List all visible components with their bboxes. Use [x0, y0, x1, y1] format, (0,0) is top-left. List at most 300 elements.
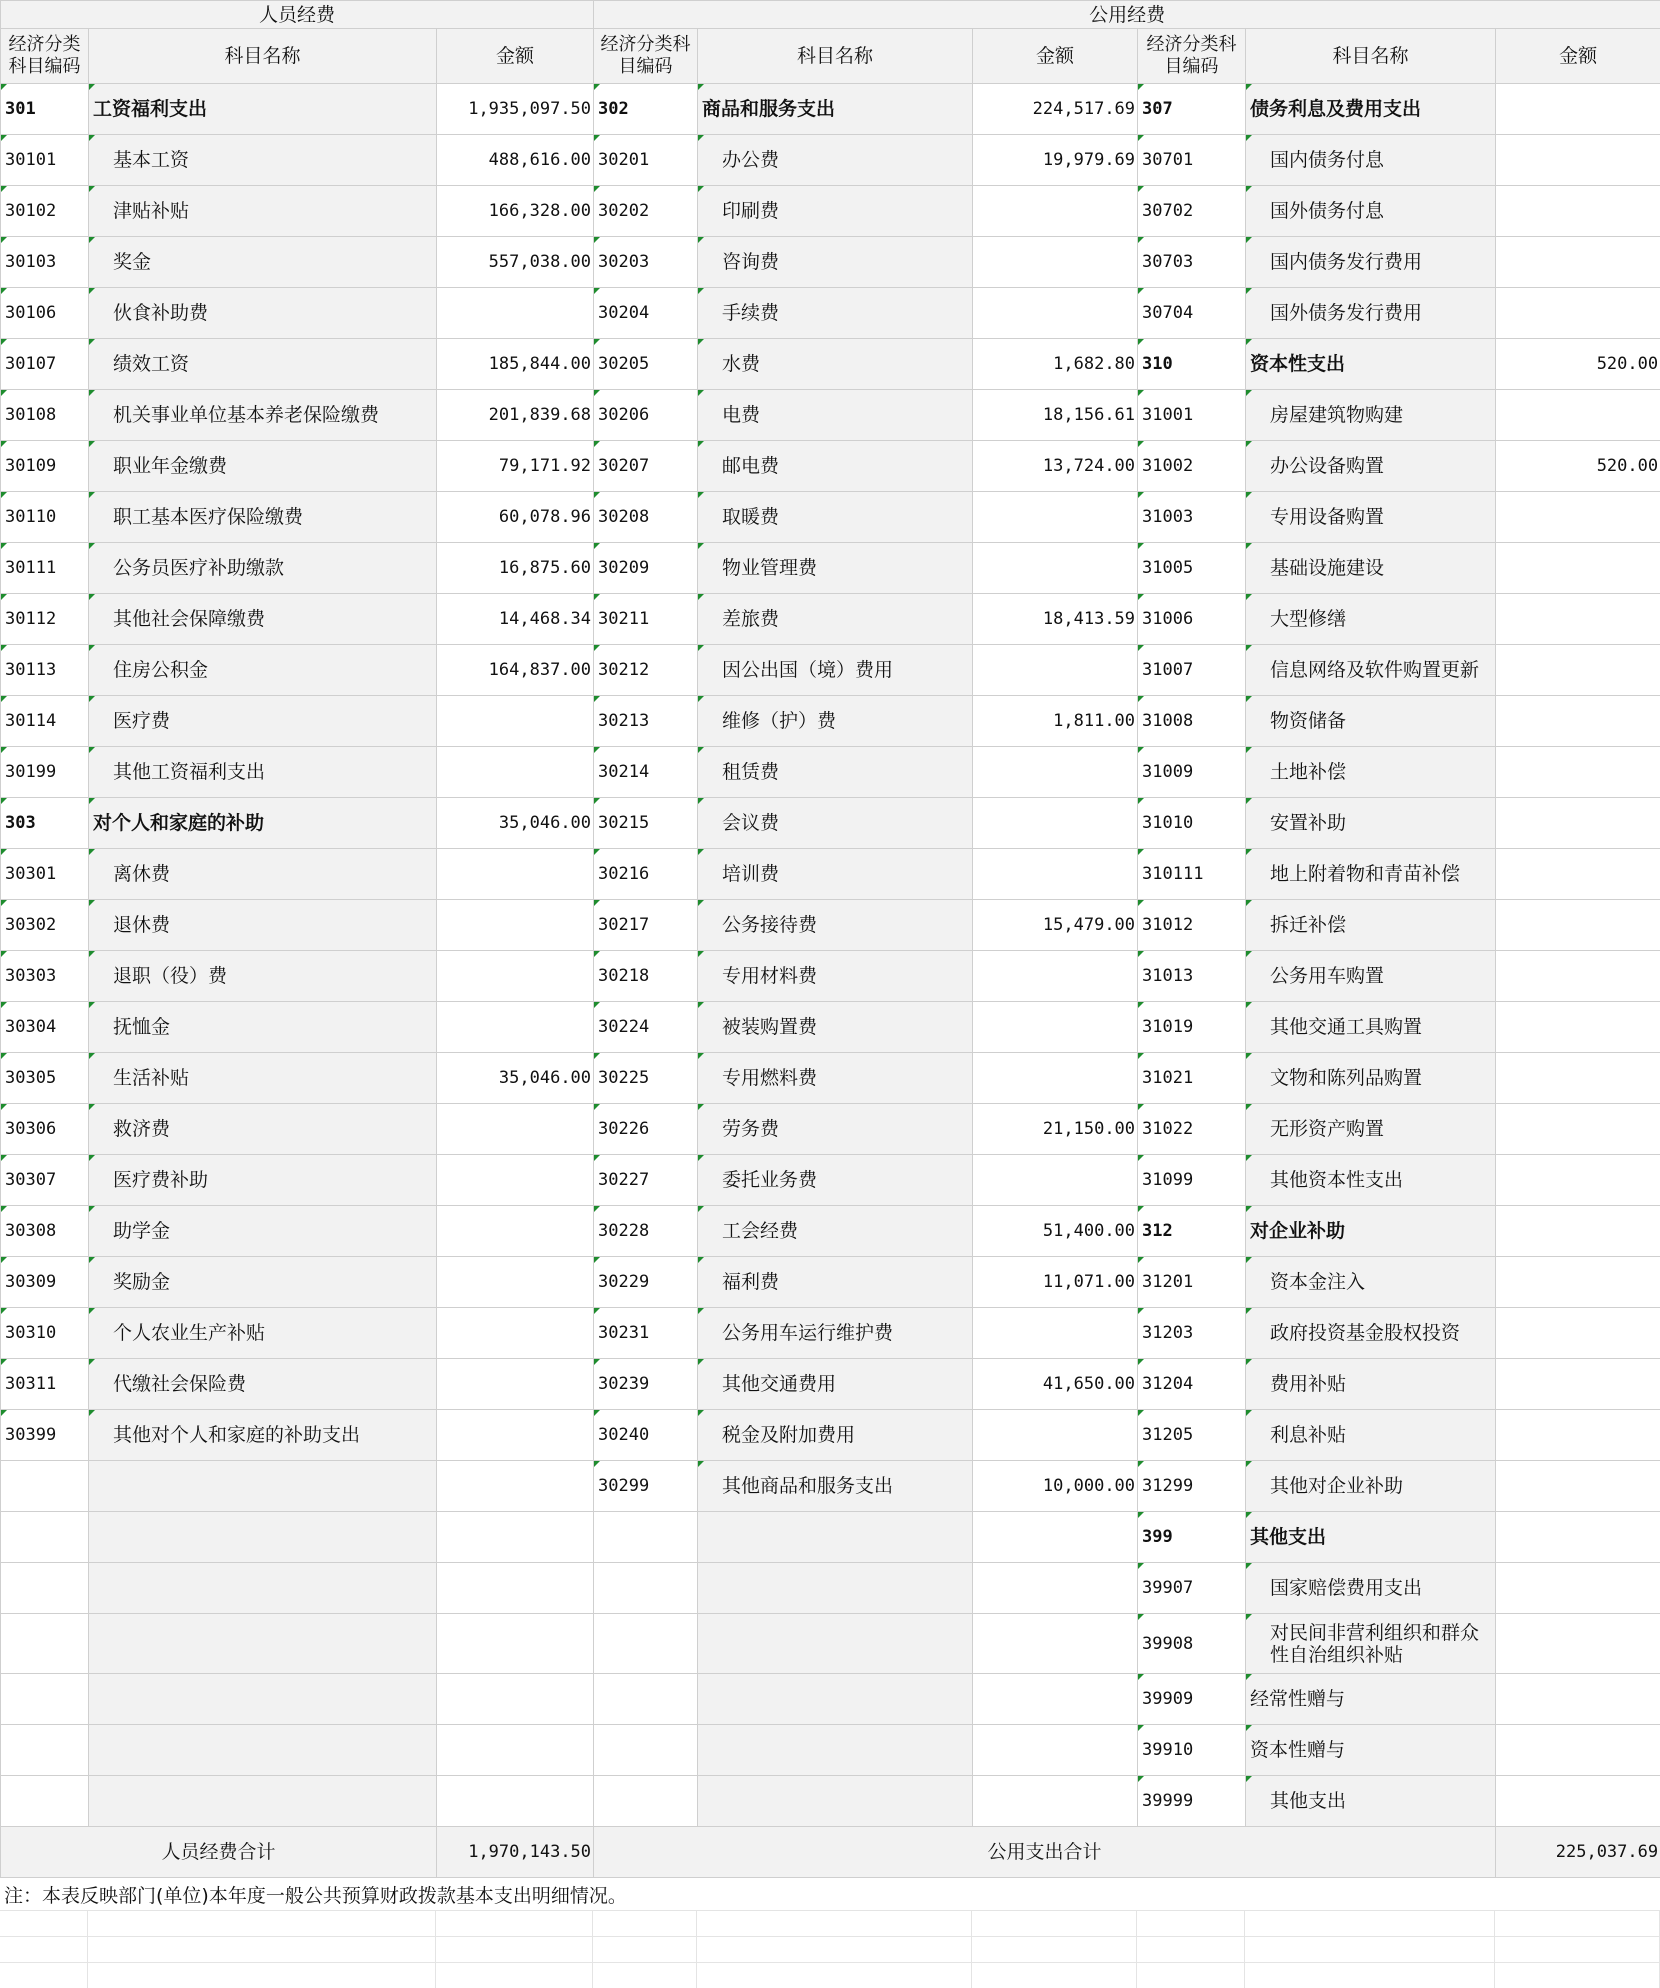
public-name-cell[interactable]: 对民间非营利组织和群众性自治组织补贴 — [1246, 1614, 1496, 1674]
personnel-code-cell[interactable]: 30308 — [1, 1206, 89, 1257]
public-code-cell[interactable]: 31203 — [1138, 1308, 1246, 1359]
public-amount-cell[interactable] — [1496, 288, 1660, 339]
public-code-cell[interactable]: 30201 — [594, 135, 698, 186]
public-code-cell[interactable]: 30212 — [594, 645, 698, 696]
personnel-code-cell[interactable]: 30307 — [1, 1155, 89, 1206]
public-name-cell[interactable]: 资本性支出 — [1246, 339, 1496, 390]
public-name-cell[interactable]: 专用材料费 — [698, 951, 973, 1002]
public-name-cell[interactable]: 其他支出 — [1246, 1776, 1496, 1827]
public-code-cell[interactable]: 30702 — [1138, 186, 1246, 237]
personnel-amount-cell[interactable] — [437, 1002, 594, 1053]
public-amount-cell[interactable]: 224,517.69 — [973, 84, 1138, 135]
personnel-name-cell[interactable] — [89, 1563, 437, 1614]
public-name-cell[interactable]: 商品和服务支出 — [698, 84, 973, 135]
personnel-amount-cell[interactable] — [437, 849, 594, 900]
personnel-name-cell[interactable] — [89, 1776, 437, 1827]
personnel-amount-cell[interactable]: 557,038.00 — [437, 237, 594, 288]
personnel-amount-cell[interactable] — [437, 1410, 594, 1461]
public-code-cell[interactable]: 31003 — [1138, 492, 1246, 543]
public-amount-cell[interactable] — [973, 1410, 1138, 1461]
public-amount-cell[interactable] — [1496, 900, 1660, 951]
public-name-cell[interactable]: 其他对企业补助 — [1246, 1461, 1496, 1512]
personnel-name-cell[interactable]: 住房公积金 — [89, 645, 437, 696]
public-code-cell[interactable]: 30205 — [594, 339, 698, 390]
public-amount-cell[interactable] — [1496, 390, 1660, 441]
public-amount-cell[interactable] — [973, 1155, 1138, 1206]
public-amount-cell[interactable] — [973, 543, 1138, 594]
public-name-cell[interactable] — [698, 1776, 973, 1827]
public-code-cell[interactable]: 30225 — [594, 1053, 698, 1104]
code-column-header[interactable]: 经济分类科目编码 — [1, 29, 89, 84]
public-amount-cell[interactable] — [973, 1776, 1138, 1827]
personnel-code-cell[interactable]: 30112 — [1, 594, 89, 645]
personnel-name-cell[interactable] — [89, 1512, 437, 1563]
personnel-code-cell[interactable]: 303 — [1, 798, 89, 849]
public-amount-cell[interactable] — [973, 1512, 1138, 1563]
public-name-cell[interactable] — [698, 1563, 973, 1614]
public-total-label[interactable]: 公用支出合计 — [594, 1827, 1496, 1878]
public-code-cell[interactable]: 399 — [1138, 1512, 1246, 1563]
public-code-cell[interactable]: 30209 — [594, 543, 698, 594]
personnel-code-cell[interactable]: 30311 — [1, 1359, 89, 1410]
public-name-cell[interactable]: 对企业补助 — [1246, 1206, 1496, 1257]
personnel-name-cell[interactable]: 奖金 — [89, 237, 437, 288]
public-name-cell[interactable]: 公务用车购置 — [1246, 951, 1496, 1002]
personnel-code-cell[interactable] — [1, 1512, 89, 1563]
public-amount-cell[interactable] — [1496, 1410, 1660, 1461]
personnel-name-cell[interactable]: 抚恤金 — [89, 1002, 437, 1053]
public-code-cell[interactable]: 30218 — [594, 951, 698, 1002]
name-column-header[interactable]: 科目名称 — [1246, 29, 1496, 84]
public-name-cell[interactable] — [698, 1674, 973, 1725]
personnel-amount-cell[interactable] — [437, 1257, 594, 1308]
personnel-code-cell[interactable]: 30304 — [1, 1002, 89, 1053]
personnel-amount-cell[interactable]: 35,046.00 — [437, 798, 594, 849]
public-amount-cell[interactable] — [973, 1002, 1138, 1053]
code-column-header[interactable]: 经济分类科目编码 — [1138, 29, 1246, 84]
personnel-name-cell[interactable]: 其他社会保障缴费 — [89, 594, 437, 645]
personnel-code-cell[interactable] — [1, 1461, 89, 1512]
personnel-code-cell[interactable]: 30101 — [1, 135, 89, 186]
personnel-name-cell[interactable]: 机关事业单位基本养老保险缴费 — [89, 390, 437, 441]
public-amount-cell[interactable] — [973, 237, 1138, 288]
public-amount-cell[interactable] — [973, 1053, 1138, 1104]
public-code-cell[interactable]: 30299 — [594, 1461, 698, 1512]
personnel-code-cell[interactable]: 30303 — [1, 951, 89, 1002]
public-code-cell[interactable]: 31010 — [1138, 798, 1246, 849]
public-code-cell[interactable]: 31205 — [1138, 1410, 1246, 1461]
public-code-cell[interactable] — [594, 1725, 698, 1776]
public-name-cell[interactable]: 咨询费 — [698, 237, 973, 288]
personnel-name-cell[interactable]: 其他工资福利支出 — [89, 747, 437, 798]
public-name-cell[interactable]: 专用设备购置 — [1246, 492, 1496, 543]
personnel-amount-cell[interactable] — [437, 1206, 594, 1257]
personnel-name-cell[interactable]: 职工基本医疗保险缴费 — [89, 492, 437, 543]
personnel-amount-cell[interactable] — [437, 1104, 594, 1155]
public-amount-cell[interactable]: 51,400.00 — [973, 1206, 1138, 1257]
public-code-cell[interactable]: 31201 — [1138, 1257, 1246, 1308]
personnel-amount-cell[interactable] — [437, 900, 594, 951]
public-name-cell[interactable]: 专用燃料费 — [698, 1053, 973, 1104]
personnel-amount-cell[interactable]: 1,935,097.50 — [437, 84, 594, 135]
public-code-cell[interactable]: 31002 — [1138, 441, 1246, 492]
personnel-amount-cell[interactable] — [437, 1563, 594, 1614]
public-name-cell[interactable]: 拆迁补偿 — [1246, 900, 1496, 951]
public-amount-cell[interactable] — [1496, 1206, 1660, 1257]
personnel-code-cell[interactable]: 30109 — [1, 441, 89, 492]
public-amount-cell[interactable] — [973, 288, 1138, 339]
amount-column-header[interactable]: 金额 — [437, 29, 594, 84]
public-name-cell[interactable]: 其他交通工具购置 — [1246, 1002, 1496, 1053]
public-name-cell[interactable]: 委托业务费 — [698, 1155, 973, 1206]
public-amount-cell[interactable] — [1496, 237, 1660, 288]
public-code-cell[interactable]: 31012 — [1138, 900, 1246, 951]
public-code-cell[interactable]: 310 — [1138, 339, 1246, 390]
public-amount-cell[interactable]: 18,413.59 — [973, 594, 1138, 645]
personnel-amount-cell[interactable] — [437, 1155, 594, 1206]
personnel-amount-cell[interactable] — [437, 1308, 594, 1359]
personnel-name-cell[interactable]: 对个人和家庭的补助 — [89, 798, 437, 849]
public-code-cell[interactable]: 39999 — [1138, 1776, 1246, 1827]
public-code-cell[interactable]: 30228 — [594, 1206, 698, 1257]
public-code-cell[interactable]: 30239 — [594, 1359, 698, 1410]
public-amount-cell[interactable] — [1496, 1512, 1660, 1563]
public-code-cell[interactable]: 31019 — [1138, 1002, 1246, 1053]
public-name-cell[interactable]: 办公设备购置 — [1246, 441, 1496, 492]
public-amount-cell[interactable] — [1496, 645, 1660, 696]
public-name-cell[interactable]: 手续费 — [698, 288, 973, 339]
personnel-amount-cell[interactable]: 185,844.00 — [437, 339, 594, 390]
public-code-cell[interactable]: 30214 — [594, 747, 698, 798]
personnel-code-cell[interactable]: 30106 — [1, 288, 89, 339]
public-name-cell[interactable] — [698, 1725, 973, 1776]
personnel-amount-cell[interactable]: 166,328.00 — [437, 186, 594, 237]
public-amount-cell[interactable] — [1496, 1461, 1660, 1512]
public-name-cell[interactable]: 水费 — [698, 339, 973, 390]
public-code-cell[interactable]: 30701 — [1138, 135, 1246, 186]
public-name-cell[interactable]: 邮电费 — [698, 441, 973, 492]
public-name-cell[interactable]: 租赁费 — [698, 747, 973, 798]
personnel-name-cell[interactable] — [89, 1725, 437, 1776]
personnel-code-cell[interactable]: 30305 — [1, 1053, 89, 1104]
public-total-amount[interactable]: 225,037.69 — [1496, 1827, 1660, 1878]
personnel-amount-cell[interactable]: 201,839.68 — [437, 390, 594, 441]
public-name-cell[interactable]: 其他支出 — [1246, 1512, 1496, 1563]
public-name-cell[interactable]: 差旅费 — [698, 594, 973, 645]
public-amount-cell[interactable] — [973, 1725, 1138, 1776]
public-name-cell[interactable]: 资本金注入 — [1246, 1257, 1496, 1308]
public-code-cell[interactable]: 30231 — [594, 1308, 698, 1359]
public-code-cell[interactable]: 30226 — [594, 1104, 698, 1155]
public-code-cell[interactable]: 30224 — [594, 1002, 698, 1053]
public-name-cell[interactable]: 利息补贴 — [1246, 1410, 1496, 1461]
personnel-amount-cell[interactable]: 60,078.96 — [437, 492, 594, 543]
public-name-cell[interactable]: 税金及附加费用 — [698, 1410, 973, 1461]
personnel-name-cell[interactable]: 绩效工资 — [89, 339, 437, 390]
public-amount-cell[interactable]: 520.00 — [1496, 441, 1660, 492]
public-name-cell[interactable]: 因公出国（境）费用 — [698, 645, 973, 696]
personnel-amount-cell[interactable] — [437, 747, 594, 798]
public-code-cell[interactable]: 30211 — [594, 594, 698, 645]
personnel-name-cell[interactable] — [89, 1674, 437, 1725]
personnel-name-cell[interactable] — [89, 1461, 437, 1512]
public-name-cell[interactable]: 其他交通费用 — [698, 1359, 973, 1410]
public-name-cell[interactable]: 办公费 — [698, 135, 973, 186]
personnel-code-cell[interactable]: 30111 — [1, 543, 89, 594]
public-amount-cell[interactable] — [1496, 1725, 1660, 1776]
public-amount-cell[interactable]: 520.00 — [1496, 339, 1660, 390]
public-code-cell[interactable]: 31022 — [1138, 1104, 1246, 1155]
public-name-cell[interactable]: 其他资本性支出 — [1246, 1155, 1496, 1206]
public-amount-cell[interactable] — [1496, 1155, 1660, 1206]
personnel-code-cell[interactable]: 301 — [1, 84, 89, 135]
personnel-amount-cell[interactable]: 164,837.00 — [437, 645, 594, 696]
public-code-cell[interactable]: 31006 — [1138, 594, 1246, 645]
public-code-cell[interactable]: 30229 — [594, 1257, 698, 1308]
personnel-code-cell[interactable]: 30103 — [1, 237, 89, 288]
public-name-cell[interactable]: 文物和陈列品购置 — [1246, 1053, 1496, 1104]
personnel-code-cell[interactable]: 30199 — [1, 747, 89, 798]
personnel-code-cell[interactable]: 30110 — [1, 492, 89, 543]
public-amount-cell[interactable] — [1496, 1674, 1660, 1725]
public-code-cell[interactable]: 30227 — [594, 1155, 698, 1206]
public-name-cell[interactable]: 其他商品和服务支出 — [698, 1461, 973, 1512]
personnel-amount-cell[interactable] — [437, 1725, 594, 1776]
personnel-code-cell[interactable] — [1, 1614, 89, 1674]
public-name-cell[interactable]: 国内债务付息 — [1246, 135, 1496, 186]
public-code-cell[interactable] — [594, 1674, 698, 1725]
personnel-amount-cell[interactable] — [437, 1674, 594, 1725]
personnel-name-cell[interactable]: 津贴补贴 — [89, 186, 437, 237]
public-code-cell[interactable]: 30240 — [594, 1410, 698, 1461]
public-code-cell[interactable]: 31204 — [1138, 1359, 1246, 1410]
personnel-name-cell[interactable]: 离休费 — [89, 849, 437, 900]
public-name-cell[interactable] — [698, 1512, 973, 1563]
personnel-name-cell[interactable]: 个人农业生产补贴 — [89, 1308, 437, 1359]
personnel-code-cell[interactable]: 30114 — [1, 696, 89, 747]
public-code-cell[interactable]: 30207 — [594, 441, 698, 492]
public-code-cell[interactable]: 30202 — [594, 186, 698, 237]
public-name-cell[interactable]: 印刷费 — [698, 186, 973, 237]
personnel-code-cell[interactable]: 30306 — [1, 1104, 89, 1155]
public-name-cell[interactable]: 资本性赠与 — [1246, 1725, 1496, 1776]
public-name-cell[interactable]: 无形资产购置 — [1246, 1104, 1496, 1155]
public-code-cell[interactable]: 30206 — [594, 390, 698, 441]
personnel-code-cell[interactable]: 30309 — [1, 1257, 89, 1308]
public-name-cell[interactable]: 培训费 — [698, 849, 973, 900]
personnel-amount-cell[interactable]: 79,171.92 — [437, 441, 594, 492]
personnel-name-cell[interactable]: 退休费 — [89, 900, 437, 951]
code-column-header[interactable]: 经济分类科目编码 — [594, 29, 698, 84]
public-amount-cell[interactable] — [1496, 1104, 1660, 1155]
public-code-cell[interactable]: 31001 — [1138, 390, 1246, 441]
public-name-cell[interactable]: 电费 — [698, 390, 973, 441]
public-group-header[interactable]: 公用经费 — [594, 1, 1660, 29]
personnel-amount-cell[interactable] — [437, 951, 594, 1002]
public-amount-cell[interactable] — [1496, 1257, 1660, 1308]
public-name-cell[interactable]: 维修（护）费 — [698, 696, 973, 747]
personnel-code-cell[interactable]: 30113 — [1, 645, 89, 696]
public-name-cell[interactable]: 物业管理费 — [698, 543, 973, 594]
public-name-cell[interactable]: 物资储备 — [1246, 696, 1496, 747]
public-amount-cell[interactable] — [1496, 186, 1660, 237]
public-code-cell[interactable]: 31099 — [1138, 1155, 1246, 1206]
public-amount-cell[interactable] — [973, 492, 1138, 543]
public-amount-cell[interactable] — [973, 1563, 1138, 1614]
personnel-name-cell[interactable]: 医疗费 — [89, 696, 437, 747]
public-amount-cell[interactable] — [1496, 951, 1660, 1002]
public-amount-cell[interactable]: 13,724.00 — [973, 441, 1138, 492]
personnel-name-cell[interactable]: 助学金 — [89, 1206, 437, 1257]
personnel-amount-cell[interactable] — [437, 1776, 594, 1827]
personnel-code-cell[interactable] — [1, 1725, 89, 1776]
public-amount-cell[interactable] — [1496, 1053, 1660, 1104]
public-amount-cell[interactable] — [1496, 492, 1660, 543]
public-amount-cell[interactable] — [973, 645, 1138, 696]
personnel-name-cell[interactable]: 工资福利支出 — [89, 84, 437, 135]
personnel-code-cell[interactable] — [1, 1776, 89, 1827]
public-amount-cell[interactable] — [973, 747, 1138, 798]
public-name-cell[interactable]: 国家赔偿费用支出 — [1246, 1563, 1496, 1614]
personnel-name-cell[interactable]: 职业年金缴费 — [89, 441, 437, 492]
public-code-cell[interactable]: 31009 — [1138, 747, 1246, 798]
public-name-cell[interactable]: 公务接待费 — [698, 900, 973, 951]
public-name-cell[interactable]: 公务用车运行维护费 — [698, 1308, 973, 1359]
personnel-amount-cell[interactable] — [437, 1359, 594, 1410]
public-amount-cell[interactable]: 10,000.00 — [973, 1461, 1138, 1512]
personnel-amount-cell[interactable]: 14,468.34 — [437, 594, 594, 645]
personnel-code-cell[interactable]: 30107 — [1, 339, 89, 390]
amount-column-header[interactable]: 金额 — [973, 29, 1138, 84]
personnel-amount-cell[interactable] — [437, 1461, 594, 1512]
public-name-cell[interactable]: 劳务费 — [698, 1104, 973, 1155]
personnel-amount-cell[interactable] — [437, 1614, 594, 1674]
public-name-cell[interactable]: 大型修缮 — [1246, 594, 1496, 645]
public-amount-cell[interactable] — [1496, 747, 1660, 798]
public-amount-cell[interactable] — [1496, 849, 1660, 900]
personnel-name-cell[interactable]: 其他对个人和家庭的补助支出 — [89, 1410, 437, 1461]
public-code-cell[interactable]: 39908 — [1138, 1614, 1246, 1674]
public-amount-cell[interactable] — [1496, 1563, 1660, 1614]
public-name-cell[interactable]: 会议费 — [698, 798, 973, 849]
public-code-cell[interactable]: 31008 — [1138, 696, 1246, 747]
personnel-name-cell[interactable]: 医疗费补助 — [89, 1155, 437, 1206]
public-code-cell[interactable]: 30704 — [1138, 288, 1246, 339]
name-column-header[interactable]: 科目名称 — [698, 29, 973, 84]
public-amount-cell[interactable] — [973, 849, 1138, 900]
personnel-name-cell[interactable]: 代缴社会保险费 — [89, 1359, 437, 1410]
public-amount-cell[interactable] — [1496, 1002, 1660, 1053]
public-code-cell[interactable]: 30216 — [594, 849, 698, 900]
public-name-cell[interactable]: 工会经费 — [698, 1206, 973, 1257]
public-name-cell[interactable]: 国外债务发行费用 — [1246, 288, 1496, 339]
personnel-name-cell[interactable]: 生活补贴 — [89, 1053, 437, 1104]
public-amount-cell[interactable]: 41,650.00 — [973, 1359, 1138, 1410]
personnel-name-cell[interactable]: 奖励金 — [89, 1257, 437, 1308]
public-name-cell[interactable]: 房屋建筑物购建 — [1246, 390, 1496, 441]
public-code-cell[interactable]: 307 — [1138, 84, 1246, 135]
public-code-cell[interactable] — [594, 1512, 698, 1563]
personnel-amount-cell[interactable] — [437, 288, 594, 339]
public-code-cell[interactable]: 39909 — [1138, 1674, 1246, 1725]
public-amount-cell[interactable] — [973, 1614, 1138, 1674]
public-code-cell[interactable]: 30215 — [594, 798, 698, 849]
public-amount-cell[interactable] — [1496, 135, 1660, 186]
personnel-name-cell[interactable]: 公务员医疗补助缴款 — [89, 543, 437, 594]
public-amount-cell[interactable] — [973, 186, 1138, 237]
public-name-cell[interactable]: 政府投资基金股权投资 — [1246, 1308, 1496, 1359]
public-amount-cell[interactable] — [1496, 1359, 1660, 1410]
public-code-cell[interactable]: 30213 — [594, 696, 698, 747]
public-name-cell[interactable]: 被装购置费 — [698, 1002, 973, 1053]
public-code-cell[interactable]: 30217 — [594, 900, 698, 951]
personnel-code-cell[interactable]: 30102 — [1, 186, 89, 237]
personnel-amount-cell[interactable]: 488,616.00 — [437, 135, 594, 186]
public-code-cell[interactable]: 31013 — [1138, 951, 1246, 1002]
public-code-cell[interactable]: 31005 — [1138, 543, 1246, 594]
public-amount-cell[interactable] — [1496, 543, 1660, 594]
public-code-cell[interactable]: 30203 — [594, 237, 698, 288]
personnel-code-cell[interactable]: 30310 — [1, 1308, 89, 1359]
personnel-name-cell[interactable]: 救济费 — [89, 1104, 437, 1155]
public-amount-cell[interactable]: 1,682.80 — [973, 339, 1138, 390]
amount-column-header[interactable]: 金额 — [1496, 29, 1660, 84]
public-code-cell[interactable]: 39910 — [1138, 1725, 1246, 1776]
personnel-total-label[interactable]: 人员经费合计 — [1, 1827, 437, 1878]
public-amount-cell[interactable] — [1496, 798, 1660, 849]
public-code-cell[interactable]: 30204 — [594, 288, 698, 339]
personnel-name-cell[interactable]: 基本工资 — [89, 135, 437, 186]
public-name-cell[interactable]: 经常性赠与 — [1246, 1674, 1496, 1725]
name-column-header[interactable]: 科目名称 — [89, 29, 437, 84]
public-name-cell[interactable] — [698, 1614, 973, 1674]
public-amount-cell[interactable]: 19,979.69 — [973, 135, 1138, 186]
public-code-cell[interactable]: 31007 — [1138, 645, 1246, 696]
public-amount-cell[interactable] — [973, 951, 1138, 1002]
public-amount-cell[interactable] — [1496, 1614, 1660, 1674]
public-amount-cell[interactable] — [973, 1308, 1138, 1359]
public-amount-cell[interactable]: 1,811.00 — [973, 696, 1138, 747]
public-code-cell[interactable] — [594, 1776, 698, 1827]
public-amount-cell[interactable] — [973, 1674, 1138, 1725]
personnel-amount-cell[interactable] — [437, 1512, 594, 1563]
public-name-cell[interactable]: 基础设施建设 — [1246, 543, 1496, 594]
public-code-cell[interactable]: 302 — [594, 84, 698, 135]
public-amount-cell[interactable] — [1496, 1776, 1660, 1827]
public-name-cell[interactable]: 债务利息及费用支出 — [1246, 84, 1496, 135]
public-name-cell[interactable]: 取暖费 — [698, 492, 973, 543]
public-code-cell[interactable] — [594, 1563, 698, 1614]
personnel-group-header[interactable]: 人员经费 — [1, 1, 594, 29]
public-amount-cell[interactable] — [973, 798, 1138, 849]
public-name-cell[interactable]: 国内债务发行费用 — [1246, 237, 1496, 288]
personnel-code-cell[interactable]: 30108 — [1, 390, 89, 441]
public-amount-cell[interactable] — [1496, 1308, 1660, 1359]
personnel-amount-cell[interactable] — [437, 696, 594, 747]
personnel-amount-cell[interactable]: 35,046.00 — [437, 1053, 594, 1104]
public-code-cell[interactable]: 31299 — [1138, 1461, 1246, 1512]
public-name-cell[interactable]: 土地补偿 — [1246, 747, 1496, 798]
public-code-cell[interactable] — [594, 1614, 698, 1674]
public-amount-cell[interactable] — [1496, 594, 1660, 645]
public-code-cell[interactable]: 31021 — [1138, 1053, 1246, 1104]
personnel-name-cell[interactable]: 伙食补助费 — [89, 288, 437, 339]
public-name-cell[interactable]: 安置补助 — [1246, 798, 1496, 849]
public-code-cell[interactable]: 30703 — [1138, 237, 1246, 288]
personnel-code-cell[interactable] — [1, 1563, 89, 1614]
personnel-total-amount[interactable]: 1,970,143.50 — [437, 1827, 594, 1878]
public-name-cell[interactable]: 地上附着物和青苗补偿 — [1246, 849, 1496, 900]
